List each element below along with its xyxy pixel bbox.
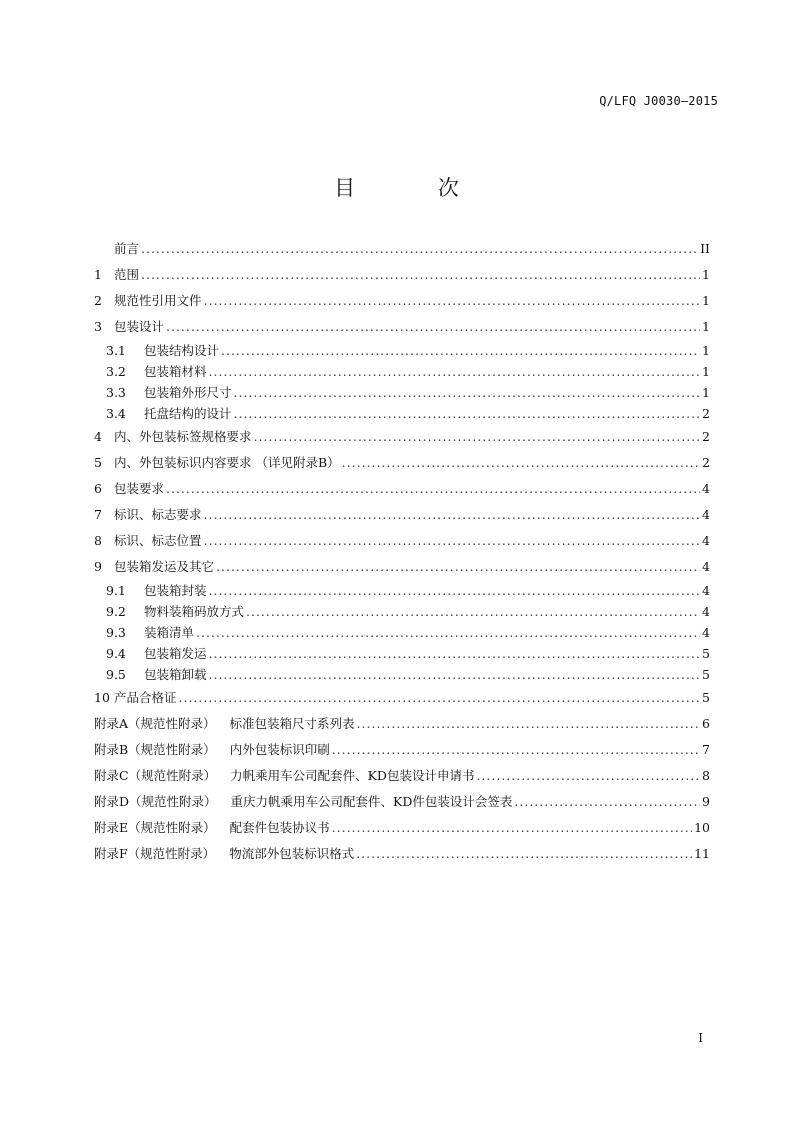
toc-entry-number: 3.2 [106, 364, 126, 379]
toc-entry-page: 2 [702, 455, 710, 470]
toc-entry[interactable] [94, 382, 710, 403]
dot-leader [332, 815, 692, 841]
toc-entry[interactable] [94, 528, 710, 554]
dot-leader [356, 841, 692, 867]
toc-entry[interactable] [94, 361, 710, 382]
toc-entry-page: 2 [702, 429, 710, 444]
toc-entry-label: 包装箱卸载 [144, 667, 207, 682]
toc-entry-label: 规范性引用文件 [114, 293, 202, 308]
dot-leader [332, 737, 700, 763]
toc-entry-page: 2 [702, 406, 710, 421]
toc-entry-label: 包装要求 [114, 481, 165, 496]
dot-leader [209, 664, 701, 685]
dot-leader [204, 288, 701, 314]
toc-entry[interactable] [94, 711, 710, 737]
page-number: I [698, 1031, 703, 1045]
toc-entry-label: 力帆乘用车公司配套件、KD包装设计申请书 [230, 768, 475, 783]
toc-entry-label: 包装箱发运及其它 [114, 559, 215, 574]
toc-entry-number: 9.5 [106, 667, 126, 682]
dot-leader [234, 403, 701, 424]
dot-leader [254, 424, 701, 450]
toc-entry[interactable] [94, 340, 710, 361]
toc-entry-label: 物流部外包装标识格式 [229, 846, 355, 861]
dot-leader [342, 450, 700, 476]
dot-leader [166, 314, 700, 340]
toc-entry-label: 包装箱发运 [144, 646, 207, 661]
toc-entry[interactable] [94, 622, 710, 643]
toc-entry[interactable] [94, 314, 710, 340]
toc-entry-number: 4 [94, 429, 102, 444]
toc-entry-number: 附录E（规范性附录） [94, 820, 216, 835]
toc-entry-page: 5 [702, 690, 710, 705]
toc-entry-label: 标识、标志位置 [114, 533, 202, 548]
dot-leader [141, 262, 700, 288]
dot-leader [209, 361, 701, 382]
toc-entry[interactable] [94, 288, 710, 314]
toc-entry-page: 4 [702, 559, 710, 574]
toc-entry[interactable] [94, 450, 710, 476]
dot-leader [204, 528, 701, 554]
toc-entry[interactable] [94, 580, 710, 601]
toc-entry-label: 包装箱外形尺寸 [144, 385, 232, 400]
toc-entry-page: 4 [702, 583, 710, 598]
dot-leader [476, 763, 700, 789]
toc-entry-page: 1 [702, 385, 710, 400]
dot-leader [179, 685, 701, 711]
toc-entry-number: 5 [94, 455, 102, 470]
toc-entry-page: 4 [702, 625, 710, 640]
toc-entry[interactable] [94, 476, 710, 502]
toc-entry-page: 9 [702, 794, 710, 809]
toc-entry-page: 1 [702, 319, 710, 334]
document-code: Q/LFQ J0030—2015 [599, 94, 718, 108]
toc-entry-number: 9 [94, 559, 102, 574]
toc-entry-label: 包装设计 [114, 319, 165, 334]
toc-entry-page: 10 [694, 820, 710, 835]
toc-entry-page: 7 [702, 742, 710, 757]
dot-leader [246, 601, 700, 622]
toc-entry-page: 4 [702, 533, 710, 548]
toc-entry-page: 4 [702, 604, 710, 619]
toc-entry[interactable] [94, 554, 710, 580]
toc-entry-number: 9.2 [106, 604, 126, 619]
dot-leader [209, 643, 701, 664]
toc-entry-page: 1 [702, 343, 710, 358]
toc-entry-page: 8 [702, 768, 710, 783]
toc-entry-number: 6 [94, 481, 102, 496]
toc-entry-label: 重庆力帆乘用车公司配套件、KD件包装设计会签表 [230, 794, 513, 809]
toc-entry-label: 包装箱封装 [144, 583, 207, 598]
toc-entry-label: 包装结构设计 [144, 343, 220, 358]
dot-leader [141, 236, 698, 262]
toc-entry-label: 物料装箱码放方式 [144, 604, 245, 619]
toc-entry-number: 9.4 [106, 646, 126, 661]
toc-entry-label: 前言 [114, 241, 140, 256]
toc-entry[interactable] [94, 763, 710, 789]
toc-entry-label: 标准包装箱尺寸系列表 [229, 716, 355, 731]
toc-entry[interactable] [94, 502, 710, 528]
toc-entry-label: 标识、标志要求 [114, 507, 202, 522]
toc-entry[interactable] [94, 664, 710, 685]
toc-entry[interactable] [94, 685, 710, 711]
toc-entry-number: 10 [94, 690, 110, 705]
dot-leader [221, 340, 700, 361]
toc-entry-number: 附录B（规范性附录） [94, 742, 216, 757]
toc-entry-number: 3.4 [106, 406, 126, 421]
toc-entry-label: 装箱清单 [144, 625, 195, 640]
toc-entry-page: 1 [702, 364, 710, 379]
dot-leader [166, 476, 700, 502]
toc-entry-label: 范围 [114, 267, 140, 282]
toc-entry[interactable] [94, 236, 710, 262]
toc-entry-number: 2 [94, 293, 102, 308]
toc-entry[interactable] [94, 737, 710, 763]
dot-leader [196, 622, 700, 643]
toc-entry-number: 附录F（规范性附录） [94, 846, 216, 861]
toc-entry-number: 9.1 [106, 583, 126, 598]
toc-entry-page: 5 [702, 667, 710, 682]
toc-entry-number: 3.1 [106, 343, 126, 358]
toc-entry-number: 7 [94, 507, 102, 522]
toc-entry-number: 9.3 [106, 625, 126, 640]
dot-leader [514, 789, 700, 815]
toc-entry-number: 1 [94, 267, 102, 282]
dot-leader [204, 502, 701, 528]
toc-entry[interactable] [94, 815, 710, 841]
toc-entry[interactable] [94, 789, 710, 815]
toc-entry[interactable] [94, 403, 710, 424]
toc-entry-page: II [700, 241, 710, 256]
toc-entry-number: 附录C（规范性附录） [94, 768, 217, 783]
toc-entry[interactable] [94, 424, 710, 450]
table-of-contents [94, 236, 710, 867]
dot-leader [216, 554, 700, 580]
toc-entry-page: 5 [702, 646, 710, 661]
toc-entry-label: 内、外包装标签规格要求 [114, 429, 252, 444]
dot-leader [357, 711, 701, 737]
toc-entry[interactable] [94, 841, 710, 867]
toc-entry[interactable] [94, 262, 710, 288]
toc-entry-page: 1 [702, 267, 710, 282]
toc-entry-label: 配套件包装协议书 [229, 820, 330, 835]
toc-entry-label: 产品合格证 [114, 690, 177, 705]
toc-entry-page: 11 [694, 846, 710, 861]
toc-entry-number: 附录D（规范性附录） [94, 794, 217, 809]
toc-entry[interactable] [94, 601, 710, 622]
toc-entry-label: 内、外包装标识内容要求 （详见附录B） [114, 455, 340, 470]
toc-entry-label: 内外包装标识印刷 [229, 742, 330, 757]
toc-entry-number: 附录A（规范性附录） [94, 716, 216, 731]
toc-entry-page: 6 [702, 716, 710, 731]
toc-entry-number: 3 [94, 319, 102, 334]
toc-title: 目 次 [334, 176, 497, 200]
dot-leader [234, 382, 701, 403]
toc-entry-page: 4 [702, 481, 710, 496]
toc-entry-label: 托盘结构的设计 [144, 406, 232, 421]
toc-entry-number: 8 [94, 533, 102, 548]
toc-entry-label: 包装箱材料 [144, 364, 207, 379]
toc-entry[interactable] [94, 643, 710, 664]
toc-entry-number: 3.3 [106, 385, 126, 400]
toc-entry-page: 4 [702, 507, 710, 522]
toc-entry-page: 1 [702, 293, 710, 308]
dot-leader [209, 580, 701, 601]
